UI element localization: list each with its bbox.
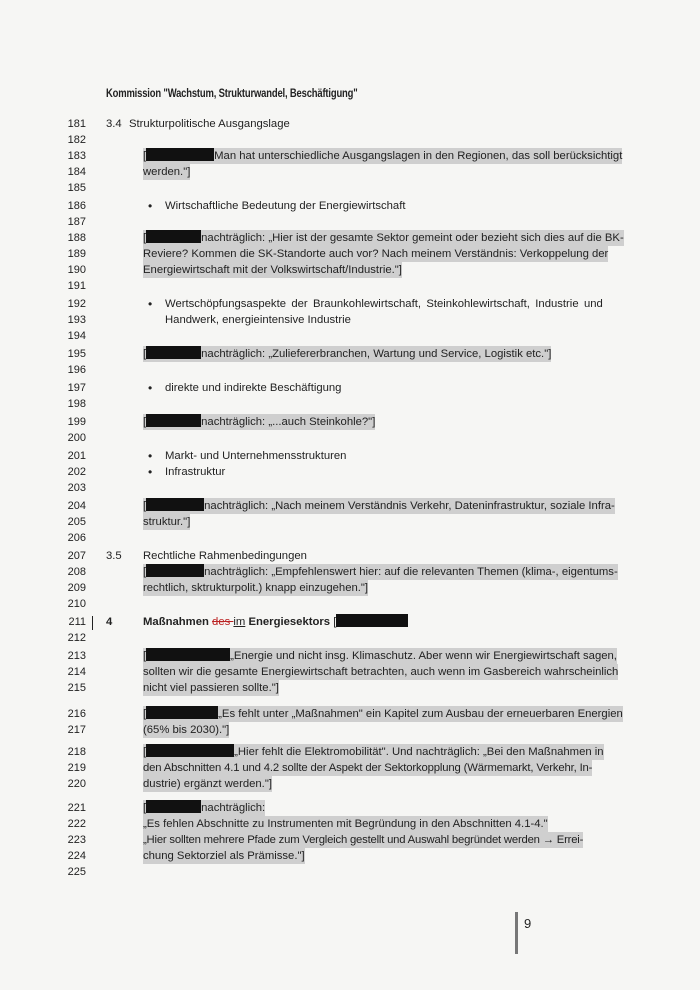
- line-199: [0, 414, 700, 430]
- line-number-row: [0, 214, 700, 230]
- bracket: [: [143, 746, 147, 758]
- section-title: Strukturpolitische Ausgangslage: [129, 118, 290, 130]
- line-192: [0, 296, 700, 312]
- line-number: 202: [67, 466, 86, 478]
- line-number: 200: [67, 432, 86, 444]
- line-number-row: [0, 430, 700, 446]
- line-207: [0, 548, 700, 564]
- line-number: 221: [67, 802, 86, 814]
- line-218: [0, 744, 700, 760]
- line-number: 188: [67, 232, 86, 244]
- redaction-box: [146, 800, 201, 813]
- line-number: 213: [67, 650, 86, 662]
- line-number: 203: [67, 482, 86, 494]
- bullet-text: Handwerk, energieintensive Industrie: [165, 314, 351, 326]
- line-215: [0, 680, 700, 696]
- bracket: [: [143, 500, 147, 512]
- redaction-box: [336, 614, 408, 627]
- line-number: 182: [67, 134, 86, 146]
- line-number: 223: [67, 834, 86, 846]
- comment-text: werden."]: [143, 166, 191, 178]
- comment-text: nachträglich: „Nach meinem Verständnis Verkehr, Dateninfrastruktur, soziale Infra-: [204, 500, 615, 512]
- line-209: [0, 580, 700, 596]
- redaction-box: [146, 498, 204, 511]
- line-181: [0, 116, 700, 132]
- redaction-box: [146, 706, 218, 719]
- line-number: 212: [67, 632, 86, 644]
- comment-text: sollten wir die gesamte Energiewirtschaft betrachten, auch wenn im Gasbereich wahrscheinlich: [143, 666, 619, 678]
- line-number: 225: [67, 866, 86, 878]
- line-number: 194: [67, 330, 86, 342]
- line-number: 206: [67, 532, 86, 544]
- line-number: 218: [67, 746, 86, 758]
- redaction-box: [146, 148, 214, 161]
- line-number-row: [0, 630, 700, 646]
- comment-text: „Hier fehlt die Elektromobilität". Und nachträglich: „Bei den Maßnahmen in: [234, 746, 604, 758]
- bullet: •: [148, 199, 153, 213]
- line-number: 196: [67, 364, 86, 376]
- redaction-box: [146, 230, 201, 243]
- line-205: [0, 514, 700, 530]
- redaction-box: [146, 346, 201, 359]
- line-220: [0, 776, 700, 792]
- line-217: [0, 722, 700, 738]
- comment-text: nicht viel passieren sollte."]: [143, 682, 279, 694]
- line-number: 181: [67, 118, 86, 130]
- line-number-row: [0, 530, 700, 546]
- comment-text: Energiewirtschaft mit der Volkswirtschaft/Industrie."]: [143, 264, 402, 276]
- bracket: [: [143, 650, 147, 662]
- line-number-row: [0, 480, 700, 496]
- line-number-row: [0, 596, 700, 612]
- comment-text: struktur."]: [143, 516, 191, 528]
- line-number: 191: [67, 280, 86, 292]
- line-number: 220: [67, 778, 86, 790]
- bracket: [: [143, 708, 147, 720]
- bullet-text: Infrastruktur: [165, 466, 226, 478]
- line-number: 189: [67, 248, 86, 260]
- bracket: [: [143, 348, 147, 360]
- line-204: [0, 498, 700, 514]
- line-number: 204: [67, 500, 86, 512]
- line-number: 187: [67, 216, 86, 228]
- comment-text: nachträglich:: [201, 802, 266, 814]
- line-224: [0, 848, 700, 864]
- bullet: •: [148, 449, 153, 463]
- line-197: [0, 380, 700, 396]
- bracket: [: [333, 616, 337, 628]
- bracket: [: [143, 802, 147, 814]
- comment-text: nachträglich: „Hier ist der gesamte Sektor gemeint oder bezieht sich dies auf die BK-: [201, 232, 624, 244]
- line-195: [0, 346, 700, 362]
- line-214: [0, 664, 700, 680]
- line-number: 205: [67, 516, 86, 528]
- page-header: Kommission "Wachstum, Strukturwandel, Beschäftigung": [106, 88, 358, 100]
- line-216: [0, 706, 700, 722]
- comment-text: rechtlich, sktrukturpolit.) knapp einzugehen."]: [143, 582, 369, 594]
- bullet: •: [148, 381, 153, 395]
- bullet-text: Markt- und Unternehmensstrukturen: [165, 450, 347, 462]
- comment-text: „Hier sollten mehrere Pfade zum Vergleich gestellt und Auswahl begründet werden → Errei-: [143, 834, 584, 846]
- line-number-row: [0, 328, 700, 344]
- line-211: [0, 614, 700, 630]
- line-number: 186: [67, 200, 86, 212]
- line-number: 195: [67, 348, 86, 360]
- line-number-row: [0, 396, 700, 412]
- line-number: 209: [67, 582, 86, 594]
- line-193: [0, 312, 700, 328]
- bracket: [: [143, 232, 147, 244]
- line-number-row: [0, 278, 700, 294]
- bullet-text: Wertschöpfungsaspekte der Braunkohlewirtschaft, Steinkohlewirtschaft, Industrie und: [165, 298, 603, 310]
- comment-text: (65% bis 2030)."]: [143, 724, 230, 736]
- line-number-row: [0, 180, 700, 196]
- comment-text: nachträglich: „Empfehlenswert hier: auf die relevanten Themen (klima-, eigentums-: [204, 566, 618, 578]
- bracket: [: [143, 150, 147, 162]
- line-number: 216: [67, 708, 86, 720]
- line-223: [0, 832, 700, 848]
- comment-text: den Abschnitten 4.1 und 4.2 sollte der Aspekt der Sektorkopplung (Wärmemarkt, Verkehr, In-: [143, 762, 593, 774]
- line-219: [0, 760, 700, 776]
- line-number: 210: [67, 598, 86, 610]
- line-number: 198: [67, 398, 86, 410]
- line-number: 199: [67, 416, 86, 428]
- bullet: •: [148, 465, 153, 479]
- line-186: [0, 198, 700, 214]
- section-title: Rechtliche Rahmenbedingungen: [143, 550, 307, 562]
- comment-text: chung Sektorziel als Prämisse."]: [143, 850, 305, 862]
- comment-text: Reviere? Kommen die SK-Standorte auch vor? Nach meinem Verständnis: Verkoppelung der: [143, 248, 609, 260]
- inserted-text: im: [233, 616, 246, 628]
- line-number: 214: [67, 666, 86, 678]
- bullet-text: Wirtschaftliche Bedeutung der Energiewirtschaft: [165, 200, 406, 212]
- line-183: [0, 148, 700, 164]
- line-number: 215: [67, 682, 86, 694]
- line-number: 183: [67, 150, 86, 162]
- line-213: [0, 648, 700, 664]
- line-number-row: [0, 362, 700, 378]
- comment-text: Man hat unterschiedliche Ausgangslagen in den Regionen, das soll berücksichtigt: [214, 150, 623, 162]
- line-202: [0, 464, 700, 480]
- bracket: [: [143, 566, 147, 578]
- deleted-text: des: [212, 616, 234, 628]
- line-number: 184: [67, 166, 86, 178]
- line-number-row: [0, 864, 700, 880]
- section-number: 3.5: [106, 550, 122, 562]
- line-189: [0, 246, 700, 262]
- bullet: •: [148, 297, 153, 311]
- page-number-bar: [515, 912, 518, 954]
- bullet-text: direkte und indirekte Beschäftigung: [165, 382, 342, 394]
- line-number: 222: [67, 818, 86, 830]
- comment-text: dustrie) ergänzt werden."]: [143, 778, 272, 790]
- line-190: [0, 262, 700, 278]
- line-number: 208: [67, 566, 86, 578]
- redaction-box: [146, 414, 201, 427]
- line-number: 185: [67, 182, 86, 194]
- line-number: 224: [67, 850, 86, 862]
- line-number: 219: [67, 762, 86, 774]
- line-201: [0, 448, 700, 464]
- line-number: 197: [67, 382, 86, 394]
- page-number: 9: [524, 916, 532, 931]
- line-222: [0, 816, 700, 832]
- line-number: 192: [67, 298, 86, 310]
- comment-text: „Es fehlt unter „Maßnahmen" ein Kapitel zum Ausbau der erneuerbaren Energien: [218, 708, 623, 720]
- comment-text: nachträglich: „Zuliefererbranchen, Wartung und Service, Logistik etc."]: [201, 348, 552, 360]
- redaction-box: [146, 744, 234, 757]
- redaction-box: [146, 564, 204, 577]
- line-number: 207: [67, 550, 86, 562]
- line-number: 211: [68, 616, 86, 628]
- line-208: [0, 564, 700, 580]
- line-number: 217: [67, 724, 86, 736]
- heading-text: Maßnahmen: [143, 616, 213, 628]
- line-221: [0, 800, 700, 816]
- redaction-box: [146, 648, 230, 661]
- line-number: 193: [67, 314, 86, 326]
- comment-text: „Es fehlen Abschnitte zu Instrumenten mit Begründung in den Abschnitten 4.1-4.": [143, 818, 548, 830]
- line-188: [0, 230, 700, 246]
- heading-text: Energiesektors: [245, 616, 331, 628]
- line-number: 190: [67, 264, 86, 276]
- section-number: 4: [106, 616, 113, 628]
- line-number-row: [0, 132, 700, 148]
- comment-text: „Energie und nicht insg. Klimaschutz. Aber wenn wir Energiewirtschaft sagen,: [230, 650, 617, 662]
- line-184: [0, 164, 700, 180]
- section-number: 3.4: [106, 118, 122, 130]
- line-number: 201: [67, 450, 86, 462]
- comment-text: nachträglich: „...auch Steinkohle?"]: [201, 416, 376, 428]
- bracket: [: [143, 416, 147, 428]
